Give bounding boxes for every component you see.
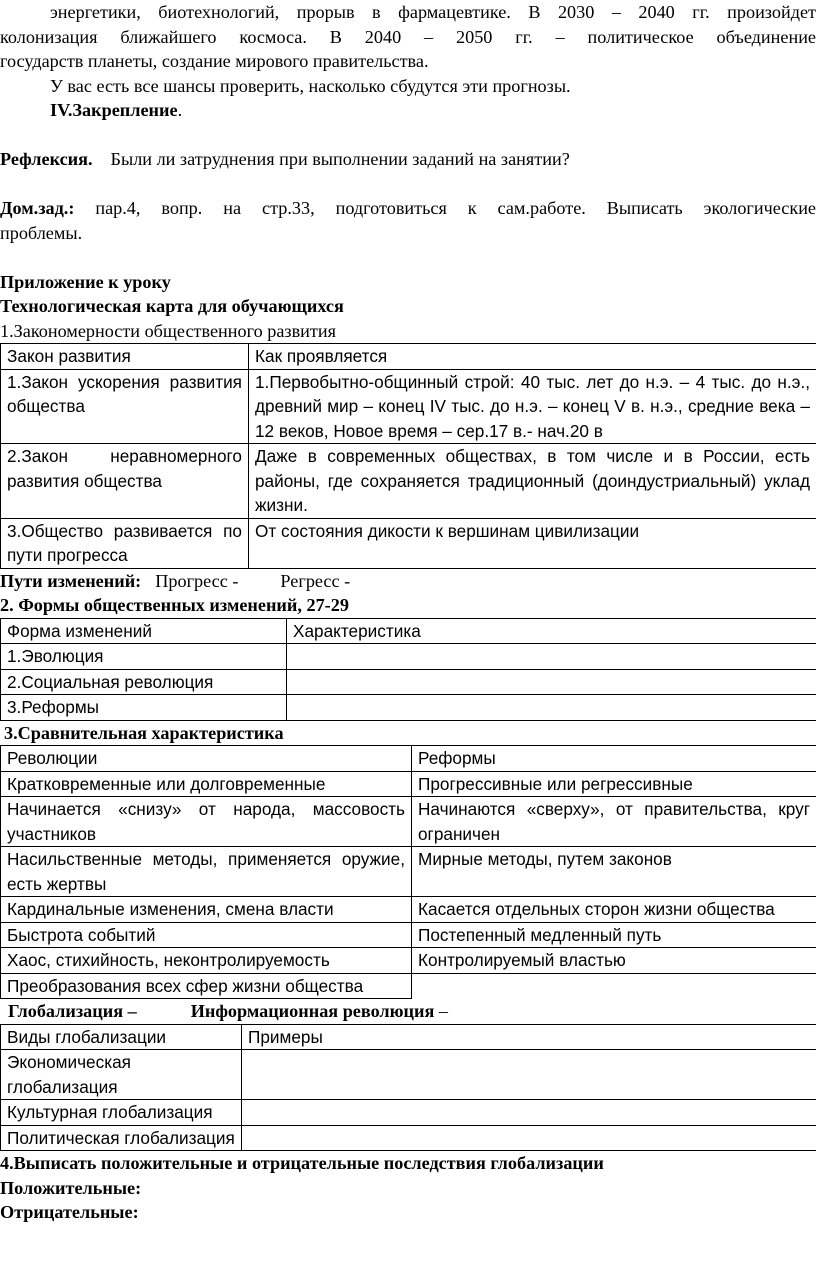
table-header-row — [1, 746, 816, 772]
globalization-table — [0, 1024, 816, 1152]
table-cell: От состояния дикости к вершинам цивилизации — [249, 518, 816, 568]
table-cell: Прогрессивные или регрессивные — [412, 771, 816, 797]
table-cell: 1.Закон ускорения развития общества — [1, 369, 249, 444]
homework-line-1 — [0, 196, 816, 221]
table-cell — [242, 1125, 816, 1151]
table-row — [1, 1125, 816, 1151]
table-header-cell: Закон развития — [1, 344, 249, 370]
table-row — [1, 797, 816, 847]
table-row — [1, 922, 816, 948]
table-row — [1, 695, 816, 721]
table-header-cell: Виды глобализации — [1, 1024, 242, 1050]
reflection — [0, 147, 816, 172]
paths-label: Пути изменений: — [0, 570, 142, 591]
table-row — [1, 948, 816, 974]
table-cell: Кратковременные или долговременные — [1, 771, 412, 797]
table-cell: Начинается «снизу» от народа, массовость участников — [1, 797, 412, 847]
table-cell: 2.Социальная революция — [1, 669, 287, 695]
reflection-label: Рефлексия. — [0, 149, 93, 169]
reflection-text: Были ли затруднения при выполнении заданий на занятии? — [110, 149, 570, 169]
table-cell — [287, 695, 816, 721]
table-cell — [287, 644, 816, 670]
section3-title: 3.Сравнительная характеристика — [4, 722, 284, 743]
section2-title: 2. Формы общественных изменений, 27-29 — [0, 595, 349, 615]
table-header-cell: Примеры — [242, 1024, 816, 1050]
table-row — [1, 897, 816, 923]
table-row — [1, 973, 816, 999]
table-cell: Мирные методы, путем законов — [412, 847, 816, 897]
table-header-row — [1, 618, 816, 644]
section4-heading — [0, 98, 816, 123]
paths-line — [0, 569, 816, 594]
table-row — [1, 771, 816, 797]
homework-line-2: проблемы. — [0, 222, 83, 243]
intro-line-3: государств планеты, создание мирового правительства. — [0, 51, 429, 71]
table-cell: 2.Закон неравномерного развития общества — [1, 444, 249, 519]
section4-consequences-title: 4.Выписать положительные и отрицательные последствия глобализации — [0, 1153, 604, 1173]
table-cell: Политическая глобализация — [1, 1125, 242, 1151]
table-header-cell: Характеристика — [287, 618, 816, 644]
table-header-cell: Реформы — [412, 746, 816, 772]
table-header-cell: Форма изменений — [1, 618, 287, 644]
section4-dot: . — [177, 100, 183, 120]
progress-label: Прогресс - — [155, 570, 239, 591]
table-cell — [412, 973, 816, 999]
positive-label: Положительные: — [0, 1177, 142, 1198]
intro-line-4: У вас есть все шансы проверить, насколько сбудутся эти прогнозы. — [50, 75, 571, 96]
table-cell: Экономическая глобализация — [1, 1050, 242, 1100]
table-cell: Насильственные методы, применяется оружие, есть жертвы — [1, 847, 412, 897]
table-cell: Быстрота событий — [1, 922, 412, 948]
table-cell: 3.Общество развивается по пути прогресса — [1, 518, 249, 568]
info-revolution-dash: – — [438, 1001, 448, 1021]
regress-label: Регресс - — [280, 570, 351, 591]
section4-title: IV.Закрепление — [50, 100, 178, 120]
appendix-subtitle: Технологическая карта для обучающихся — [0, 296, 344, 316]
table-cell: 1.Первобытно-общинный строй: 40 тыс. лет до н.э. – 4 тыс. до н.э., древний мир – конец IV тыс. до н.э. – конец V в. н.э., средние века – 12 веков, Новое время – сер.17 в.- нач.20 в — [249, 369, 816, 444]
intro-line-1: энергетики, биотехнологий, прорыв в фармацевтике. В 2030 – 2040 гг. произойдет — [50, 2, 816, 22]
forms-table — [0, 618, 816, 721]
table-cell: Контролируемый властью — [412, 948, 816, 974]
table-header-row — [1, 1024, 816, 1050]
table-header-row — [1, 344, 816, 370]
table-row — [1, 1050, 816, 1100]
table-row — [1, 669, 816, 695]
table-cell: Хаос, стихийность, неконтролируемость — [1, 948, 412, 974]
homework-label: Дом.зад.: — [0, 198, 75, 218]
table-header-cell: Как проявляется — [249, 344, 816, 370]
table-cell — [242, 1050, 816, 1100]
laws-table — [0, 343, 816, 569]
info-revolution-label: Информационная революция — [190, 1001, 435, 1021]
negative-label: Отрицательные: — [0, 1202, 139, 1222]
globalization-line — [0, 999, 816, 1024]
table-cell: Преобразования всех сфер жизни общества — [1, 973, 412, 999]
comparison-table — [0, 745, 816, 999]
table-cell: Постепенный медленный путь — [412, 922, 816, 948]
table-cell — [242, 1100, 816, 1126]
intro-line-2: колонизация ближайшего космоса. В 2040 – 2050 гг. – политическое объединение — [0, 26, 816, 47]
table-row — [1, 847, 816, 897]
table-cell: Начинаются «сверху», от правительства, круг ограничен — [412, 797, 816, 847]
table-cell: 3.Реформы — [1, 695, 287, 721]
table-row — [1, 644, 816, 670]
table-row — [1, 518, 816, 568]
table-row — [1, 1100, 816, 1126]
table-cell: Кардинальные изменения, смена власти — [1, 897, 412, 923]
table-cell: 1.Эволюция — [1, 644, 287, 670]
section1-title: 1.Закономерности общественного развития — [0, 320, 336, 341]
table-cell: Даже в современных обществах, в том числе и в России, есть районы, где сохраняется традиционный (доиндустриальный) уклад жизни. — [249, 444, 816, 519]
table-cell — [287, 669, 816, 695]
appendix-title: Приложение к уроку — [0, 271, 171, 292]
table-cell: Касается отдельных сторон жизни общества — [412, 897, 816, 923]
table-row — [1, 369, 816, 444]
table-header-cell: Революции — [1, 746, 412, 772]
table-row — [1, 444, 816, 519]
table-cell: Культурная глобализация — [1, 1100, 242, 1126]
homework-text-1: пар.4, вопр. на стр.33, подготовиться к сам.работе. Выписать экологические — [95, 198, 816, 218]
globalization-label: Глобализация – — [8, 1001, 137, 1021]
